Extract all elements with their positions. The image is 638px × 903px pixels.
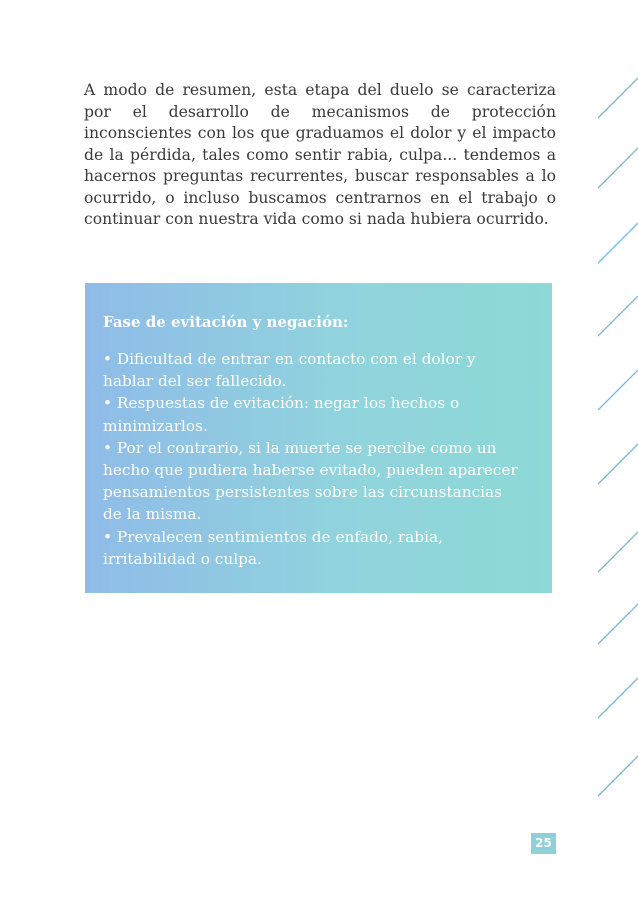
decorative-diagonal-lines — [598, 0, 638, 903]
diagonal-line — [598, 148, 638, 188]
diagonal-line — [598, 444, 638, 484]
summary-box — [85, 283, 552, 593]
box-list — [103, 348, 523, 570]
list-item: • Por el contrario, si la muerte se percibe como un hecho que pudiera haberse evitado, pueden aparecer pensamientos persistentes sobre las circunstancias de la misma. — [103, 438, 518, 524]
intro-paragraph: A modo de resumen, esta etapa del duelo se caracteriza por el desarrollo de mecanismos de protección inconscientes con los que graduamos el dolor y el impacto de la pérdida, tales como sentir rabia, culpa... tendemos a hacernos preguntas recurrentes, buscar responsables a lo ocurrido, o incluso buscamos centrarnos en el trabajo o continuar con nuestra vida como si nada hubiera ocurrido. — [84, 81, 556, 228]
diagonal-line — [598, 532, 638, 572]
diagonal-line — [598, 370, 638, 410]
list-item: • Dificultad de entrar en contacto con el dolor y hablar del ser fallecido. — [103, 350, 476, 391]
diagonal-line — [598, 296, 638, 336]
diagonal-line — [598, 756, 638, 796]
box-title: Fase de evitación y negación: — [103, 313, 349, 331]
diagonal-line — [598, 604, 638, 644]
list-item: • Prevalecen sentimientos de enfado, rabia, irritabilidad o culpa. — [103, 527, 443, 568]
diagonal-line — [598, 223, 638, 263]
page-number: 25 — [531, 833, 556, 854]
diagonal-line — [598, 678, 638, 718]
list-item: • Respuestas de evitación: negar los hechos o minimizarlos. — [103, 394, 460, 435]
diagonal-line — [598, 78, 638, 118]
